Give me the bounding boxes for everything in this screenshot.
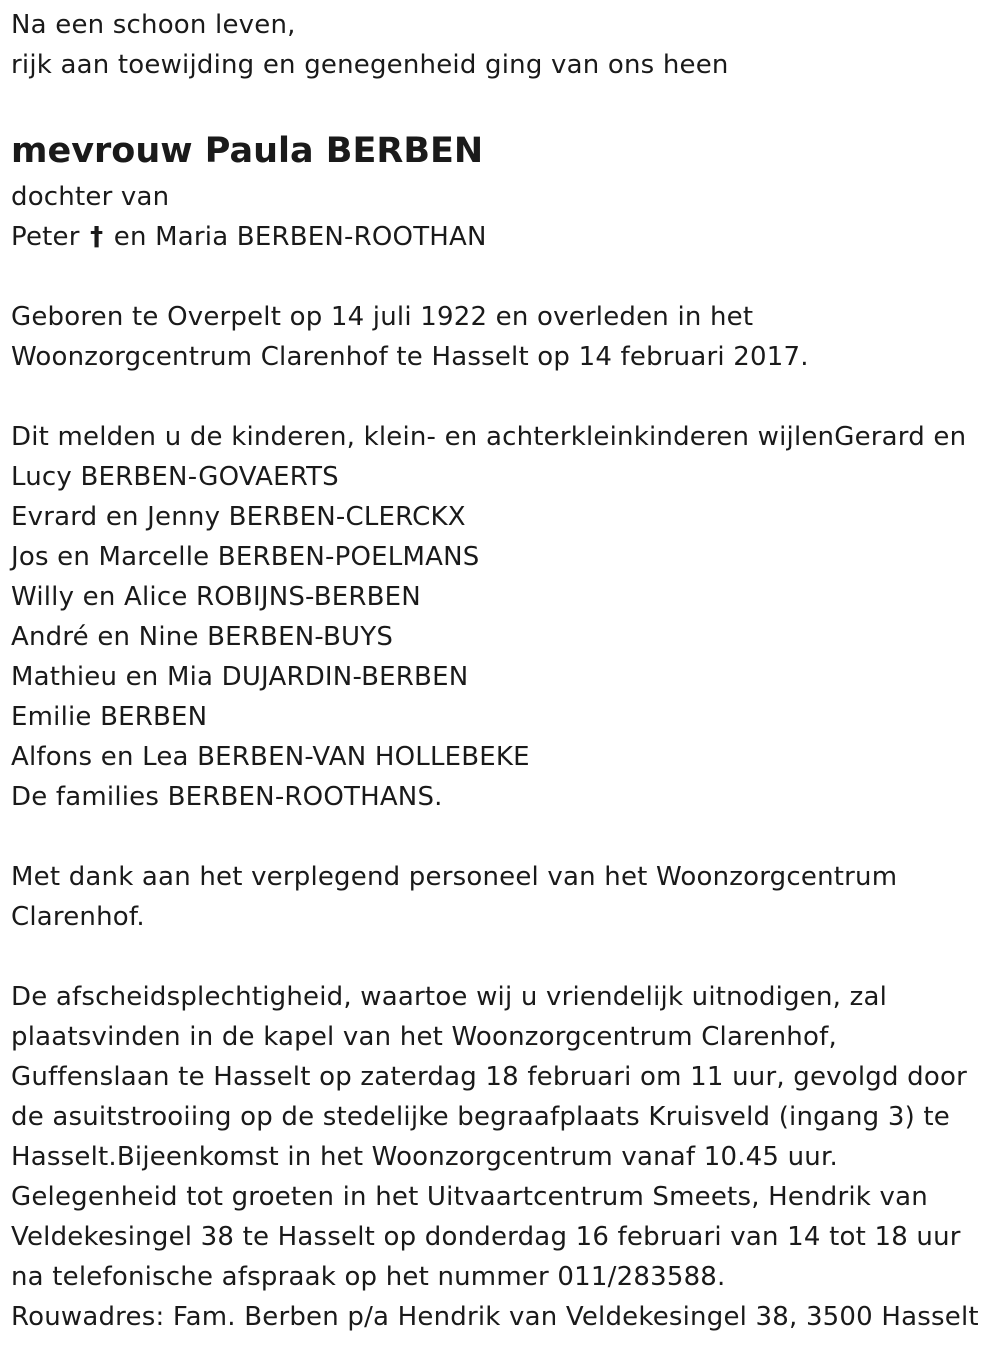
family-line: Emilie BERBEN [11, 702, 208, 732]
family-line: Alfons en Lea BERBEN-VAN HOLLEBEKE [11, 742, 530, 772]
family-line: Lucy BERBEN-GOVAERTS [11, 462, 339, 492]
birth-death-block [11, 297, 991, 377]
deceased-name: mevrouw Paula BERBEN [11, 131, 484, 171]
family-line: De families BERBEN-ROOTHANS. [11, 782, 443, 812]
parents-line [11, 217, 991, 257]
intro-line: Na een schoon leven, [11, 10, 296, 40]
father-name: Peter [11, 222, 80, 252]
family-line: André en Nine BERBEN-BUYS [11, 622, 394, 652]
thanks-line: Met dank aan het verplegend personeel van het Woonzorgcentrum [11, 862, 898, 892]
family-line: Dit melden u de kinderen, klein- en achterkleinkinderen wijlenGerard en [11, 422, 967, 452]
birth-death-line: Geboren te Overpelt op 14 juli 1922 en overleden in het [11, 302, 754, 332]
family-line: Mathieu en Mia DUJARDIN-BERBEN [11, 662, 469, 692]
parents-block [11, 177, 991, 257]
spacer [11, 377, 991, 417]
death-notice [11, 5, 991, 1337]
family-line: Evrard en Jenny BERBEN-CLERCKX [11, 502, 466, 532]
ceremony-line: Gelegenheid tot groeten in het Uitvaartcentrum Smeets, Hendrik van [11, 1182, 928, 1212]
thanks-line: Clarenhof. [11, 902, 145, 932]
ceremony-line: Veldekesingel 38 te Hasselt op donderdag 16 februari van 14 tot 18 uur [11, 1222, 961, 1252]
intro-line: rijk aan toewijding en genegenheid ging van ons heen [11, 50, 729, 80]
address-line: Rouwadres: Fam. Berben p/a Hendrik van Veldekesingel 38, 3500 Hasselt [11, 1302, 979, 1332]
spacer [11, 257, 991, 297]
birth-death-line: Woonzorgcentrum Clarenhof te Hasselt op 14 februari 2017. [11, 342, 809, 372]
family-line: Jos en Marcelle BERBEN-POELMANS [11, 542, 480, 572]
ceremony-block [11, 977, 991, 1337]
spacer [11, 937, 991, 977]
cross-icon: † [90, 222, 104, 252]
parents-intro: dochter van [11, 182, 170, 212]
spacer [11, 817, 991, 857]
ceremony-line: na telefonische afspraak op het nummer 011/283588. [11, 1262, 726, 1292]
ceremony-line: de asuitstrooiing op de stedelijke begraafplaats Kruisveld (ingang 3) te [11, 1102, 950, 1132]
ceremony-line: Guffenslaan te Hasselt op zaterdag 18 februari om 11 uur, gevolgd door [11, 1062, 967, 1092]
intro-block [11, 5, 991, 85]
ceremony-line: Hasselt.Bijeenkomst in het Woonzorgcentrum vanaf 10.45 uur. [11, 1142, 838, 1172]
ceremony-line: De afscheidsplechtigheid, waartoe wij u vriendelijk uitnodigen, zal [11, 982, 887, 1012]
thanks-block [11, 857, 991, 937]
mother-name: en Maria BERBEN-ROOTHAN [113, 222, 487, 252]
spacer [11, 85, 991, 125]
family-line: Willy en Alice ROBIJNS-BERBEN [11, 582, 421, 612]
family-block [11, 417, 991, 817]
ceremony-line: plaatsvinden in de kapel van het Woonzorgcentrum Clarenhof, [11, 1022, 837, 1052]
